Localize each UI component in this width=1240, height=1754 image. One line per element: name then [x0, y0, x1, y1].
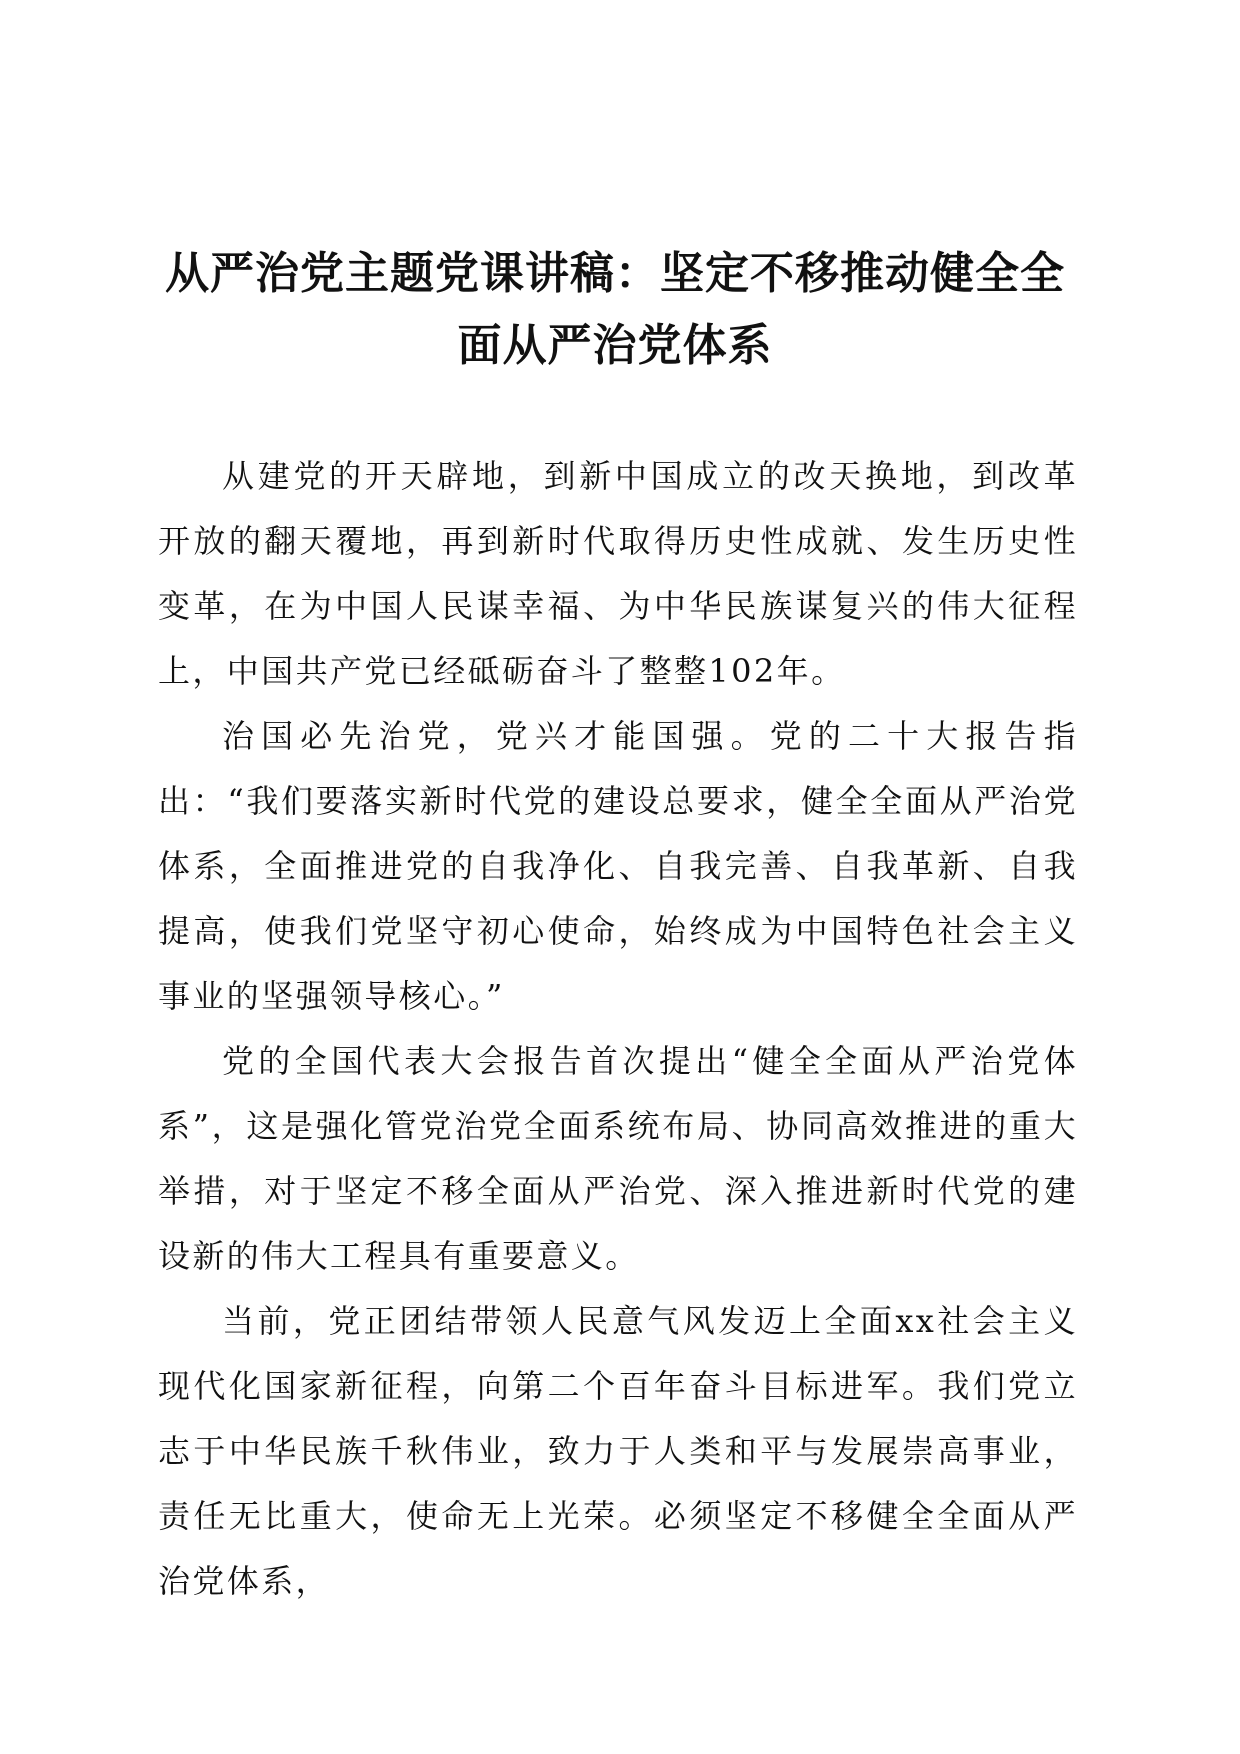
- paragraph-4: 当前，党正团结带领人民意气风发迈上全面xx社会主义现代化国家新征程，向第二个百年奋斗目标进军。我们党立志于中华民族千秋伟业，致力于人类和平与发展崇高事业，责任无比重大，使命无上光荣。必须坚定不移健全全面从严治党体系，: [158, 1302, 1078, 1600]
- paragraph-3: 党的全国代表大会报告首次提出“健全全面从严治党体系”，这是强化管党治党全面系统布局、协同高效推进的重大举措，对于坚定不移全面从严治党、深入推进新时代党的建设新的伟大工程具有重要意义。: [158, 1042, 1078, 1275]
- paragraph-1: 从建党的开天辟地，到新中国成立的改天换地，到改革开放的翻天覆地，再到新时代取得历史性成就、发生历史性变革，在为中国人民谋幸福、为中华民族谋复兴的伟大征程上，中国共产党已经砥砺奋斗了整整102年。: [158, 457, 1078, 690]
- document-title: 从严治党主题党课讲稿：坚定不移推动健全全面从严治党体系: [165, 248, 1065, 371]
- paragraph-2: 治国必先治党，党兴才能国强。党的二十大报告指出：“我们要落实新时代党的建设总要求，健全全面从严治党体系，全面推进党的自我净化、自我完善、自我革新、自我提高，使我们党坚守初心使命，始终成为中国特色社会主义事业的坚强领导核心。”: [158, 717, 1078, 1015]
- document-body: [158, 444, 1078, 1614]
